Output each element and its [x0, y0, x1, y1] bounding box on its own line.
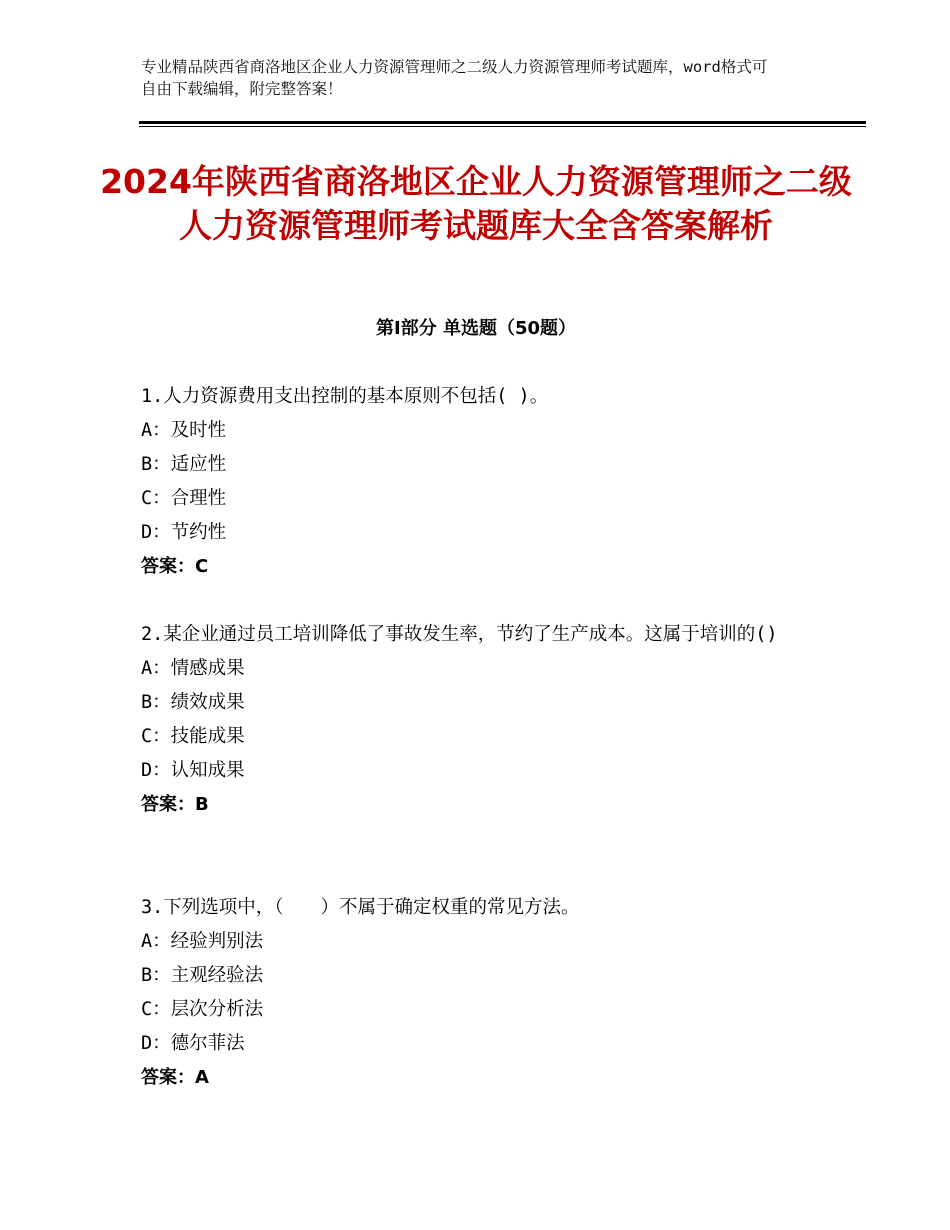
option-d: D：节约性: [141, 522, 227, 543]
header-note: 专业精品陕西省商洛地区企业人力资源管理师之二级人力资源管理师考试题库，word格式可自由下载编辑，附完整答案！: [141, 58, 768, 98]
option-b: B：绩效成果: [141, 692, 245, 713]
question-stem: 1.人力资源费用支出控制的基本原则不包括( )。: [141, 386, 549, 407]
header-rule-thick: [139, 121, 866, 124]
option-b: B：适应性: [141, 454, 227, 475]
option-c: C：合理性: [141, 488, 227, 509]
option-c: C：技能成果: [141, 726, 245, 747]
answer: 答案：C: [141, 556, 209, 577]
option-a: A：及时性: [141, 420, 227, 441]
option-d: D：认知成果: [141, 760, 245, 781]
option-a: A：经验判别法: [141, 931, 264, 952]
question-3: [141, 891, 821, 1095]
question-stem: 2.某企业通过员工培训降低了事故发生率，节约了生产成本。这属于培训的(): [141, 624, 778, 645]
option-b: B：主观经验法: [141, 965, 264, 986]
option-d: D：德尔菲法: [141, 1033, 245, 1054]
answer: 答案：A: [141, 1067, 209, 1088]
option-c: C：层次分析法: [141, 999, 264, 1020]
document-title: 2024年陕西省商洛地区企业人力资源管理师之二级人力资源管理师考试题库大全含答案解析: [100, 162, 852, 245]
section-title: 第Ⅰ部分 单选题（50题）: [375, 318, 576, 339]
header-rule-thin: [139, 126, 866, 127]
question-stem: 3.下列选项中，（ ）不属于确定权重的常见方法。: [141, 897, 580, 918]
question-2: [141, 618, 821, 822]
option-a: A：情感成果: [141, 658, 245, 679]
question-1: [141, 380, 821, 584]
answer: 答案：B: [141, 794, 209, 815]
